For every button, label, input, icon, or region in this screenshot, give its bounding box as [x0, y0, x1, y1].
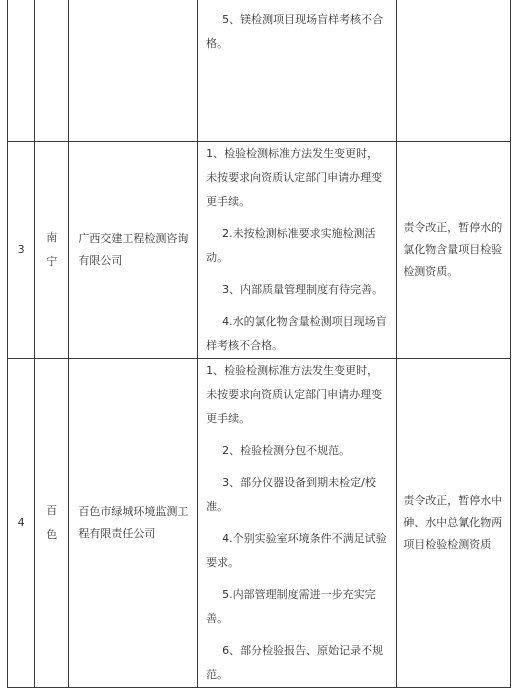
- org-cell: [69, 359, 198, 688]
- issue-item: 1、检验检测标准方法发生变更时，未按要求向资质认定部门申请办理变更手续。: [206, 364, 383, 425]
- issue-item: 4.水的氯化物含量检测项目现场盲样考核不合格。: [206, 315, 387, 352]
- city-name: 南宁: [46, 231, 58, 268]
- row-number-cell: [8, 142, 35, 359]
- action-cell: [397, 359, 511, 688]
- issue-item: 6、部分检验报告、原始记录不规范。: [206, 644, 384, 681]
- action-text: 责令改正，暂停水中砷、水中总氰化物两项目检验检测资质: [403, 494, 503, 551]
- org-name: 百色市绿城环境监测工程有限责任公司: [78, 505, 189, 540]
- table-row: [8, 359, 511, 688]
- table-row: [8, 0, 511, 142]
- row-number: 3: [17, 243, 25, 256]
- row-number: 4: [17, 516, 25, 529]
- issue-item: 5、镁检测项目现场盲样考核不合格。: [206, 13, 384, 50]
- issues-cell: [198, 0, 397, 142]
- issue-item: 3、内部质量管理制度有待完善。: [222, 283, 384, 296]
- issue-item: 4.个别实验室环境条件不满足试验要求。: [206, 532, 387, 569]
- action-text: 责令改正，暂停水的氯化物含量项目检验检测资质。: [403, 221, 503, 278]
- table-row: [8, 142, 511, 359]
- org-cell: [69, 142, 198, 359]
- city-cell: [35, 359, 69, 688]
- city-cell: [35, 0, 69, 142]
- city-cell: [35, 142, 69, 359]
- action-cell: [397, 142, 511, 359]
- issue-item: 2.未按检测标准要求实施检测活动。: [206, 227, 376, 264]
- org-name: 广西交建工程检测咨询有限公司: [78, 232, 189, 267]
- inspection-results-table: [7, 0, 511, 688]
- issue-item: 3、部分仪器设备到期未检定/校准。: [206, 476, 376, 513]
- issues-cell: [198, 142, 397, 359]
- row-number-cell: [8, 359, 35, 688]
- issue-item: 2、检验检测分包不规范。: [222, 444, 351, 457]
- issue-item: 1、检验检测标准方法发生变更时，未按要求向资质认定部门申请办理变更手续。: [206, 147, 383, 208]
- city-name: 百色: [46, 504, 58, 541]
- action-cell: [397, 0, 511, 142]
- org-cell: [69, 0, 198, 142]
- issue-item: 5.内部管理制度需进一步充实完善。: [206, 588, 376, 625]
- row-number-cell: [8, 0, 35, 142]
- issues-cell: [198, 359, 397, 688]
